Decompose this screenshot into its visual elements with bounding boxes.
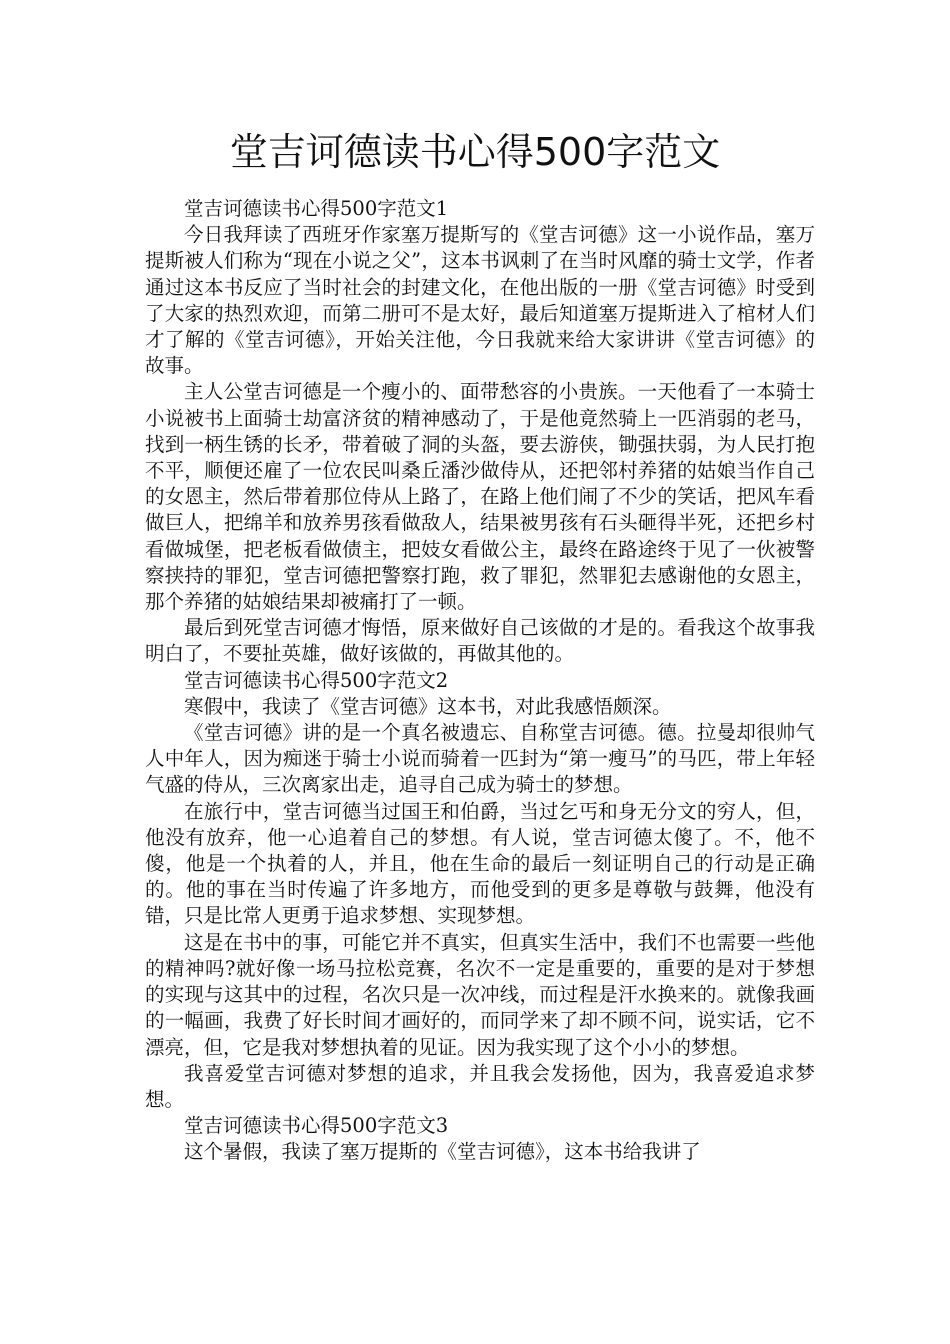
paragraph: 主人公堂吉诃德是一个瘦小的、面带愁容的小贵族。一天他看了一本骑士小说被书上面骑士劫富济贫的精神感动了，于是他竟然骑上一匹消弱的老马，找到一柄生锈的长矛，带着破了洞的头盔，要去游侠，锄强扶弱，为人民打抱不平，顺便还雇了一位农民叫桑丘潘沙做侍从，还把邻村养猪的姑娘当作自己的女恩主，然后带着那位侍从上路了，在路上他们闹了不少的笑话，把风车看做巨人，把绵羊和放养男孩看做敌人，结果被男孩有石头砸得半死，还把乡村看做城堡，把老板看做债主，把妓女看做公主，最终在路途终于见了一伙被警察挟持的罪犯，堂吉诃德把警察打跑，救了罪犯，然罪犯去感谢他的女恩主，那个养猪的姑娘结果却被痛打了一顿。 — [145, 380, 815, 614]
document-title: 堂吉诃德读书心得500字范文 — [229, 130, 721, 174]
paragraph: 这个暑假，我读了塞万提斯的《堂吉诃德》，这本书给我讲了 — [184, 1140, 701, 1164]
paragraph: 我喜爱堂吉诃德对梦想的追求，并且我会发扬他，因为，我喜爱追求梦想。 — [145, 1061, 815, 1111]
section-heading: 堂吉诃德读书心得500字范文1 — [184, 197, 449, 220]
paragraph: 在旅行中，堂吉诃德当过国王和伯爵，当过乞丐和身无分文的穷人，但，他没有放弃，他一心追着自己的梦想。有人说，堂吉诃德太傻了。不，他不傻，他是一个执着的人，并且，他在生命的最后一刻证明自己的行动是正确的。他的事在当时传遍了许多地方，而他受到的更多是尊敬与鼓舞，他没有错，只是比常人更勇于追求梦想、实现梦想。 — [145, 799, 815, 928]
paragraph: 这是在书中的事，可能它并不真实，但真实生活中，我们不也需要一些他的精神吗?就好像一场马拉松竞赛，名次不一定是重要的，重要的是对于梦想的实现与这其中的过程，名次只是一次冲线，而过程是汗水换来的。就像我画的一幅画，我费了好长时间才画好的，而同学来了却不顾不问，说实话，它不漂亮，但，它是我对梦想执着的见证。因为我实现了这个小小的梦想。 — [145, 930, 815, 1059]
paragraph: 最后到死堂吉诃德才悔悟，原来做好自己该做的才是的。看我这个故事我明白了，不要扯英雄，做好该做的，再做其他的。 — [145, 616, 815, 666]
paragraph: 寒假中，我读了《堂吉诃德》这本书，对此我感悟颇深。 — [184, 694, 672, 718]
paragraph: 今日我拜读了西班牙作家塞万提斯写的《堂吉诃德》这一小说作品，塞万提斯被人们称为“现在小说之父”，这本书讽刺了在当时风靡的骑士文学，作者通过这本书反应了当时社会的封建文化，在他出版的一册《堂吉诃德》时受到了大家的热烈欢迎，而第二册可不是太好，最后知道塞万提斯进入了棺材人们才了解的《堂吉诃德》，开始关注他，今日我就来给大家讲讲《堂吉诃德》的故事。 — [145, 223, 815, 378]
paragraph: 《堂吉诃德》讲的是一个真名被遗忘、自称堂吉诃德。德。拉曼却很帅气人中年人，因为痴迷于骑士小说而骑着一匹封为“第一瘦马”的马匹，带上年轻气盛的侍从，三次离家出走，追寻自己成为骑士的梦想。 — [145, 721, 815, 797]
section-heading: 堂吉诃德读书心得500字范文2 — [184, 668, 449, 692]
document-body — [145, 196, 815, 1166]
section-heading: 堂吉诃德读书心得500字范文3 — [184, 1114, 449, 1138]
